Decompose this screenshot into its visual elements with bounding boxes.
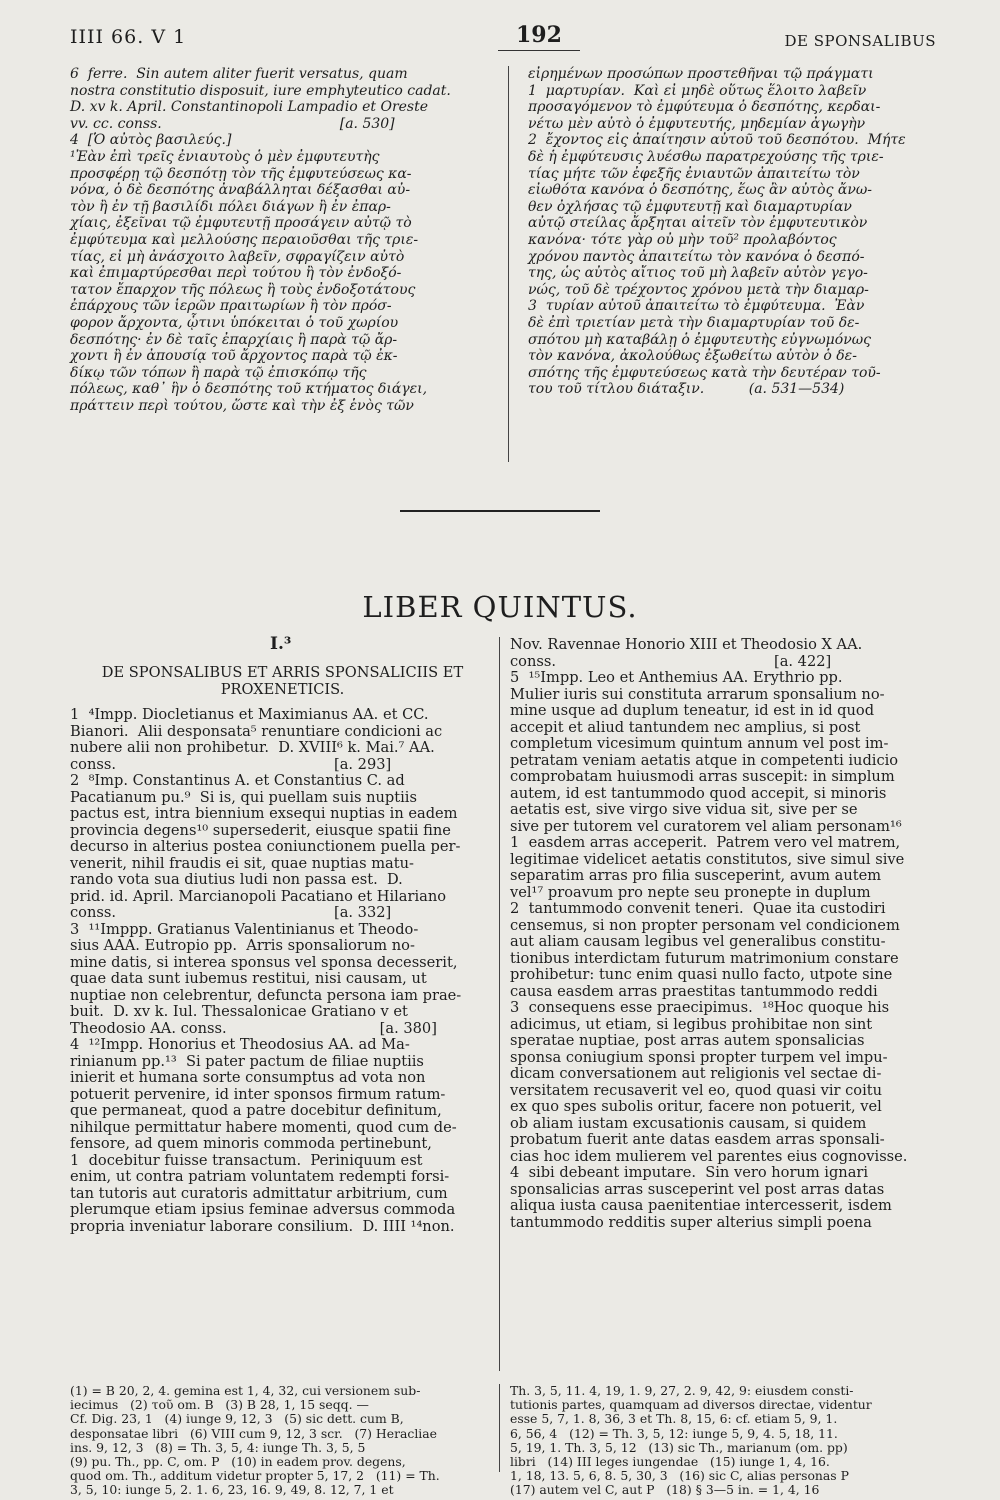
- footnote-line: 5, 19, 1. Th. 3, 5, 12 (13) sic Th., marianum (om. pp): [510, 1439, 848, 1455]
- text-line: ¹Ἐὰν ἐπὶ τρεῖς ἐνιαυτοὺς ὁ μὲν ἐμφυτευτὴς: [70, 148, 380, 165]
- text-line: accepit et aliud tantundem nec amplius, si post: [510, 718, 861, 736]
- text-line: rinianum pp.¹³ Si pater pactum de filiae nuptiis: [70, 1052, 424, 1070]
- top-left-column: [70, 66, 495, 414]
- text-line: aut aliam causam legibus vel generalibus constitu-: [510, 933, 886, 950]
- text-line: 6 ferre. Sin autem aliter fuerit versatus, quam: [70, 66, 408, 82]
- text-line: vv. cc. conss. [a. 530]: [70, 115, 395, 132]
- text-line: ob aliam iustam excusationis causam, si quidem: [510, 1114, 867, 1132]
- text-line: αὐτῷ στείλας ἄρξηται αἰτεῖν τὸν ἐμφυτευτικὸν: [528, 215, 868, 232]
- text-line: χρόνου παντὸς ἀπαιτείτω τὸν κανόνα ὁ δεσπό-: [528, 248, 865, 265]
- text-line: 1 ⁴Impp. Diocletianus et Maximianus AA. et CC.: [70, 706, 429, 723]
- text-line: tantummodo redditis super alterius simpli poena: [510, 1213, 872, 1231]
- bottom-right-column: [510, 637, 935, 1231]
- header-title: DE SPONSALIBUS: [784, 32, 936, 50]
- text-line: χοντι ἢ ἐν ἀπουσίᾳ τοῦ ἄρχοντος παρὰ τῷ ἐκ-: [70, 348, 398, 365]
- text-line: σπότης τῆς ἐμφυτεύσεως κατὰ τὴν δευτέραν τοῦ-: [528, 364, 881, 381]
- text-line: νόνα, ὁ δὲ δεσπότης ἀναβάλληται δέξασθαι αὐ-: [70, 182, 411, 199]
- footnote-line: esse 5, 7, 1. 8, 36, 3 et Th. 8, 15, 6: cf. etiam 5, 9, 1.: [510, 1411, 838, 1427]
- text-line: potuerit pervenire, id inter sponsos firmum ratum-: [70, 1085, 446, 1103]
- text-line: cias hoc idem mulierem vel parentes eius cognovisse.: [510, 1147, 908, 1165]
- text-line: 1 easdem arras acceperit. Patrem vero vel matrem,: [510, 834, 901, 851]
- text-line: aliqua iusta causa paenitentiae intercesserit, isdem: [510, 1197, 892, 1214]
- text-line: separatim arras pro filia susceperint, avum autem: [510, 867, 882, 884]
- text-line: conss. [a. 422]: [510, 652, 832, 670]
- text-line: tionibus interdictam futurum matrimonium constare: [510, 949, 899, 967]
- section-title: [70, 664, 495, 698]
- text-line: conss. [a. 293]: [70, 755, 392, 773]
- text-line: decurso in alterius postea coniunctionem puella per-: [70, 838, 461, 855]
- text-line: δεσπότης· ἐν δὲ ταῖς ἐπαρχίαις ἢ παρὰ τῷ ἄρ-: [70, 331, 398, 348]
- text-line: petratam veniam aetatis atque in competenti iudicio: [510, 751, 899, 769]
- footnote-line: (17) autem vel C, aut P (18) § 3—5 in. = 1, 4, 16: [510, 1482, 820, 1498]
- footnote-line: Th. 3, 5, 11. 4, 19, 1. 9, 27, 2. 9, 42, 9: eiusdem consti-: [510, 1383, 854, 1398]
- text-line: Pacatianum pu.⁹ Si is, qui puellam suis nuptiis: [70, 788, 417, 806]
- text-line: nostra constitutio disposuit, iure emphyteutico cadat.: [70, 82, 451, 99]
- text-line: 3 τυρίαν αὐτοῦ ἀπαιτείτω τὸ ἐμφύτευμα. Ἐὰν: [528, 298, 865, 315]
- section-number: I.³: [270, 634, 292, 654]
- text-line: mine datis, si interea sponsus vel sponsa decesserit,: [70, 953, 458, 971]
- text-line: rando vota sua diutius ludi non passa est. D.: [70, 871, 403, 888]
- text-line: sius AAA. Eutropio pp. Arris sponsaliorum no-: [70, 937, 415, 954]
- text-line: quae data sunt iubemus restitui, nisi causam, ut: [70, 970, 427, 987]
- text-line: 3 consequens esse praecipimus. ¹⁸Hoc quoque his: [510, 999, 890, 1016]
- text-line: Theodosio AA. conss. [a. 380]: [70, 1019, 437, 1037]
- text-line: nubere alii non prohibetur. D. XVIII⁶ k. Mai.⁷ AA.: [70, 739, 435, 756]
- text-line: 4 [Ὁ αὐτὸς βασιλεύς.]: [70, 132, 232, 149]
- section-title-line: PROXENETICIS.: [220, 681, 345, 698]
- footnote-line: quod om. Th., additum videtur propter 5, 17, 2 (11) = Th.: [70, 1468, 440, 1484]
- text-line: σπότου μὴ καταβάλῃ ὁ ἐμφυτευτὴς εὐγνωμόνως: [528, 331, 871, 348]
- text-line: vel¹⁷ proavum pro nepte seu pronepte in duplum: [510, 883, 871, 901]
- text-line: prid. id. April. Marcianopoli Pacatiano et Hilariano: [70, 887, 447, 905]
- text-line: inierit et humana sorte consumptus ad vota non: [70, 1069, 426, 1086]
- column-divider-top: [508, 66, 509, 462]
- text-line: Nov. Ravennae Honorio XIII et Theodosio X AA.: [510, 636, 863, 653]
- footnote-line: libri (14) III leges iungendae (15) iunge 1, 4, 16.: [510, 1454, 830, 1470]
- top-right-column: [528, 66, 938, 398]
- text-line: venerit, nihil fraudis ei sit, quae nuptias matu-: [70, 854, 414, 872]
- text-line: versitatem recusaverit vel eo, quod quasi vir coitu: [510, 1081, 883, 1099]
- footnote-line: Cf. Dig. 23, 1 (4) iunge 9, 12, 3 (5) sic dett. cum B,: [70, 1411, 404, 1427]
- text-line: νώς, τοῦ δὲ τρέχοντος χρόνου μετὰ τὴν διαμαρ-: [528, 281, 869, 298]
- text-line: εἰρημένων προσώπων προστεθῆναι τῷ πράγματι: [528, 66, 874, 82]
- text-line: sponsalicias arras susceperint vel post arras datas: [510, 1180, 885, 1198]
- text-line: autem, id est tantummodo quod accepit, si minoris: [510, 784, 887, 802]
- text-line: δὲ ἡ ἐμφύτευσις λυέσθω παρατρεχούσης τῆς τριε-: [528, 148, 884, 165]
- footnotes-left: [70, 1384, 495, 1498]
- text-line: τὸν κανόνα, ἀκολούθως ἐξωθείτω αὐτὸν ὁ δε-: [528, 348, 857, 365]
- text-line: της, ὡς αὐτὸς αἴτιος τοῦ μὴ λαβεῖν αὐτὸν γεγο-: [528, 265, 868, 282]
- column-divider-bottom: [499, 637, 500, 1371]
- text-line: aetatis est, sive virgo sive vidua sit, sive per se: [510, 801, 858, 818]
- text-line: conss. [a. 332]: [70, 904, 392, 921]
- text-line: legitimae videlicet aetatis constitutos, sive simul sive: [510, 850, 905, 868]
- text-line: tan tutoris aut curatoris admittatur arbitrium, cum: [70, 1184, 448, 1202]
- text-line: 2 ἔχοντος εἰς ἀπαίτησιν αὐτοῦ τοῦ δεσπότου. Μήτε: [528, 132, 906, 149]
- footnote-line: (9) pu. Th., pp. C, om. P (10) in eadem prov. degens,: [70, 1454, 406, 1470]
- text-line: adicimus, ut etiam, si legibus prohibitae non sint: [510, 1015, 873, 1033]
- text-line: 4 ¹²Impp. Honorius et Theodosius AA. ad Ma-: [70, 1036, 410, 1053]
- text-line: τὸν ἢ ἐν τῇ βασιλίδι πόλει διάγων ἢ ἐν ἐπαρ-: [70, 198, 391, 215]
- footnote-line: desponsatae libri (6) VIII cum 9, 12, 3 scr. (7) Heracliae: [70, 1425, 437, 1441]
- text-line: κανόνα· τότε γὰρ οὐ μὴν τοῦ² προλαβόντος: [528, 231, 837, 248]
- text-line: τίας, εἰ μὴ ἀνάσχοιτο λαβεῖν, σφραγίζειν αὐτὸ: [70, 248, 405, 265]
- text-line: ex quo spes subolis oritur, facere non potuerit, vel: [510, 1098, 882, 1115]
- bottom-left-column: [70, 707, 495, 1235]
- footnote-line: (1) = B 20, 2, 4. gemina est 1, 4, 32, cui versionem sub-: [70, 1383, 421, 1398]
- footnote-line: iecimus (2) τοῦ om. B (3) B 28, 1, 15 seqq. —: [70, 1397, 369, 1413]
- text-line: ἐμφύτευμα καὶ μελλούσης περαιοῦσθαι τῆς τριε-: [70, 231, 419, 248]
- text-line: τατον ἔπαρχον τῆς πόλεως ἢ τοὺς ἐνδοξοτάτους: [70, 281, 416, 298]
- text-line: πράττειν περὶ τούτου, ὥστε καὶ τὴν ἐξ ἑνὸς τῶν: [70, 397, 414, 414]
- text-line: dicam conversationem aut religionis vel sectae di-: [510, 1065, 882, 1082]
- text-line: καὶ ἐπιμαρτύρεσθαι περὶ τούτου ἢ τὸν ἐνδοξό-: [70, 265, 402, 282]
- footnote-line: 3, 5, 10: iunge 5, 2. 1. 6, 23, 16. 9, 49, 8. 12, 7, 1 et: [70, 1482, 394, 1498]
- text-line: mine usque ad duplum teneatur, id est in id quod: [510, 702, 875, 719]
- text-line: buit. D. xv k. Iul. Thessalonicae Gratiano v et: [70, 1003, 408, 1020]
- section-title-line: DE SPONSALIBUS ET ARRIS SPONSALICIIS ET: [101, 664, 464, 681]
- text-line: prohibetur: tunc enim quasi nullo facto, utpote sine: [510, 966, 893, 983]
- section-separator: [400, 510, 600, 512]
- text-line: ἐπάρχους τῶν ἱερῶν πραιτωρίων ἢ τὸν πρόσ-: [70, 298, 392, 315]
- text-line: φορον ἄρχοντα, ᾧτινι ὑπόκειται ὁ τοῦ χωρίου: [70, 314, 399, 331]
- text-line: 2 ⁸Imp. Constantinus A. et Constantius C. ad: [70, 772, 405, 789]
- text-line: εἰωθότα κανόνα ὁ δεσπότης, ἕως ἂν αὐτὸς ἄνω-: [528, 182, 872, 199]
- text-line: προσαγόμενον τὸ ἐμφύτευμα ὁ δεσπότης, κερδαι-: [528, 99, 881, 116]
- text-line: censemus, si non propter personam vel condicionem: [510, 916, 900, 934]
- text-line: completum vicesimum quintum annum vel post im-: [510, 735, 889, 752]
- footnote-line: 1, 18, 13. 5, 6, 8. 5, 30, 3 (16) sic C, alias personas P: [510, 1468, 849, 1484]
- text-line: θεν ὀχλήσας τῷ ἐμφυτευτῇ καὶ διαμαρτυρίαν: [528, 198, 852, 215]
- footnote-line: tutionis partes, quamquam ad diversos directae, videntur: [510, 1397, 872, 1413]
- footnotes-right: [510, 1384, 935, 1498]
- text-line: 2 tantummodo convenit teneri. Quae ita custodiri: [510, 900, 886, 917]
- text-line: D. xv k. April. Constantinopoli Lampadio et Oreste: [70, 99, 429, 116]
- text-line: propria inveniatur laborare consilium. D. IIII ¹⁴non.: [70, 1217, 455, 1235]
- text-line: provincia degens¹⁰ supersederit, eiusque spatii fine: [70, 821, 451, 839]
- text-line: πόλεως, καθ᾽ ἣν ὁ δεσπότης τοῦ κτήματος διάγει,: [70, 381, 428, 398]
- text-line: probatum fuerit ante datas easdem arras sponsali-: [510, 1131, 885, 1148]
- text-line: τίας μήτε τῶν ἐφεξῆς ἐνιαυτῶν ἀπαιτείτω τὸν: [528, 165, 860, 182]
- running-header: [70, 22, 936, 56]
- column-divider-footnotes: [499, 1384, 500, 1472]
- text-line: speratae nuptiae, post arras autem sponsalicias: [510, 1032, 865, 1049]
- text-line: nuptiae non celebrentur, defuncta persona iam prae-: [70, 986, 462, 1004]
- text-line: nihilque permittatur habere momenti, quod cum de-: [70, 1118, 457, 1136]
- header-reference: IIII 66. V 1: [70, 26, 187, 48]
- text-line: plerumque etiam ipsius feminae adversus commoda: [70, 1201, 456, 1218]
- text-line: enim, ut contra patriam voluntatem redempti forsi-: [70, 1168, 450, 1185]
- text-line: causa easdem arras praestitas tantummodo reddi: [510, 982, 878, 1000]
- footnote-line: 6, 56, 4 (12) = Th. 3, 5, 12: iunge 5, 9, 4. 5, 18, 11.: [510, 1425, 838, 1441]
- text-line: 1 docebitur fuisse transactum. Periniquum est: [70, 1151, 423, 1169]
- text-line: sive per tutorem vel curatorem vel aliam personam¹⁶: [510, 817, 902, 835]
- text-line: comprobatam huiusmodi arras suscepit: in simplum: [510, 768, 895, 785]
- text-line: fensore, ad quem minoris commoda pertinebunt,: [70, 1135, 432, 1152]
- text-line: χίαις, ἐξεῖναι τῷ ἐμφυτευτῇ προσάγειν αὐτῷ τὸ: [70, 215, 412, 232]
- text-line: του τοῦ τίτλου διάταξιν. (a. 531—534): [528, 381, 845, 398]
- text-line: δίκῳ τῶν τόπων ἢ παρὰ τῷ ἐπισκόπῳ τῆς: [70, 364, 367, 381]
- book-title: LIBER QUINTUS.: [362, 590, 638, 624]
- footnote-line: ins. 9, 12, 3 (8) = Th. 3, 5, 4: iunge Th. 3, 5, 5: [70, 1439, 366, 1455]
- text-line: νέτω μὲν αὐτὸ ὁ ἐμφυτευτής, μηδεμίαν ἀγωγὴν: [528, 115, 866, 132]
- text-line: 4 sibi debeant imputare. Sin vero horum ignari: [510, 1164, 869, 1181]
- text-line: Mulier iuris sui constituta arrarum sponsalium no-: [510, 685, 885, 703]
- text-line: Bianori. Alii desponsata⁵ renuntiare condicioni ac: [70, 722, 443, 740]
- text-line: δὲ ἐπὶ τριετίαν μετὰ τὴν διαμαρτυρίαν τοῦ δε-: [528, 314, 860, 331]
- text-line: que permaneat, quod a patre docebitur definitum,: [70, 1102, 442, 1119]
- text-line: προσφέρῃ τῷ δεσπότῃ τὸν τῆς ἐμφυτεύσεως κα-: [70, 165, 412, 182]
- text-line: 1 μαρτυρίαν. Καὶ εἰ μηδὲ οὕτως ἕλοιτο λαβεῖν: [528, 82, 867, 99]
- text-line: pactus est, intra biennium exsequi nuptias in eadem: [70, 805, 458, 822]
- page-number: 192: [498, 22, 580, 51]
- text-line: 5 ¹⁵Impp. Leo et Anthemius AA. Erythrio pp.: [510, 669, 843, 686]
- text-line: 3 ¹¹Imppp. Gratianus Valentinianus et Theodo-: [70, 920, 419, 938]
- text-line: sponsa coniugium sponsi propter turpem vel impu-: [510, 1048, 888, 1066]
